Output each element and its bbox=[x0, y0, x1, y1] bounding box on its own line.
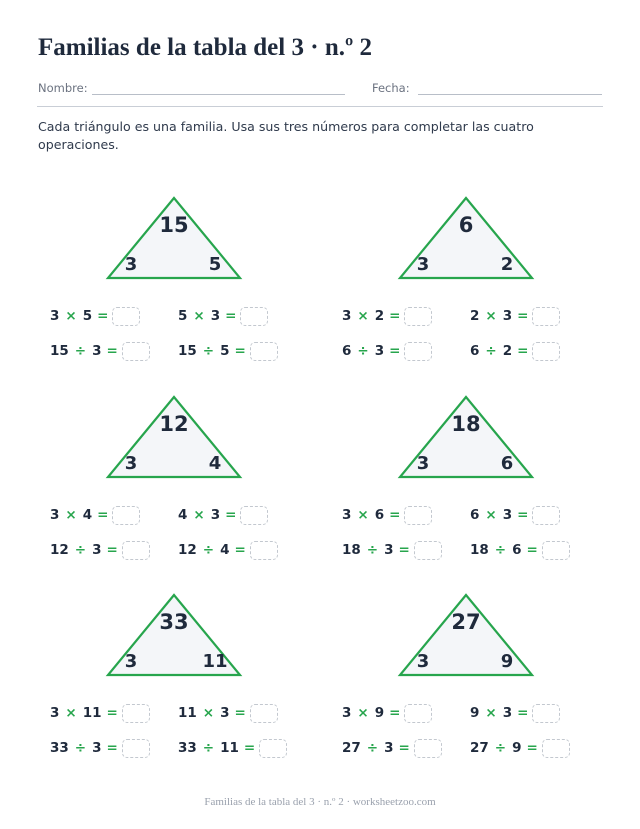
answer-box[interactable] bbox=[532, 704, 560, 723]
equals-sign: = bbox=[106, 542, 118, 558]
equation bbox=[470, 304, 560, 328]
operand-b: 11 bbox=[220, 740, 239, 756]
equation bbox=[470, 736, 570, 760]
operand-a: 6 bbox=[342, 343, 352, 359]
equation bbox=[470, 339, 560, 363]
operand-a: 11 bbox=[178, 705, 197, 721]
operand-a: 12 bbox=[178, 542, 197, 558]
operand-b: 3 bbox=[210, 308, 221, 324]
answer-box[interactable] bbox=[122, 541, 150, 560]
times-sign: × bbox=[357, 507, 369, 523]
answer-box[interactable] bbox=[404, 307, 432, 326]
equation bbox=[470, 503, 560, 527]
operand-b: 3 bbox=[502, 308, 513, 324]
equation bbox=[342, 503, 432, 527]
equation bbox=[50, 339, 150, 363]
operand-b: 6 bbox=[512, 542, 522, 558]
operand-b: 3 bbox=[92, 740, 102, 756]
triangle-right-number: 11 bbox=[202, 651, 228, 672]
triangle-right-number: 2 bbox=[500, 254, 514, 275]
divide-sign: ÷ bbox=[357, 343, 369, 359]
operand-a: 18 bbox=[470, 542, 489, 558]
times-sign: × bbox=[202, 705, 215, 721]
instructions: Cada triángulo es una familia. Usa sus tres números para completar las cuatro operaciones. bbox=[38, 119, 534, 152]
operand-a: 6 bbox=[470, 507, 480, 523]
page-title: Familias de la tabla del 3 · n.º 2 bbox=[38, 34, 372, 61]
times-sign: × bbox=[357, 308, 369, 324]
answer-box[interactable] bbox=[542, 541, 570, 560]
operand-b: 2 bbox=[502, 343, 513, 359]
family-triangle bbox=[330, 196, 620, 296]
equation bbox=[50, 701, 150, 725]
answer-box[interactable] bbox=[404, 342, 432, 361]
equation bbox=[342, 339, 432, 363]
fact-family bbox=[330, 395, 620, 585]
equals-sign: = bbox=[234, 343, 246, 359]
fact-family bbox=[38, 395, 328, 585]
operand-b: 3 bbox=[384, 542, 394, 558]
answer-box[interactable] bbox=[414, 541, 442, 560]
equals-sign: = bbox=[389, 308, 401, 324]
operand-b: 3 bbox=[374, 343, 385, 359]
triangle-top-number: 12 bbox=[159, 412, 189, 436]
fact-family bbox=[38, 593, 328, 783]
operand-a: 3 bbox=[342, 507, 352, 523]
equation bbox=[178, 736, 287, 760]
equation bbox=[50, 538, 150, 562]
triangle-top-number: 6 bbox=[458, 213, 474, 237]
equals-sign: = bbox=[526, 542, 538, 558]
operand-a: 5 bbox=[178, 308, 188, 324]
operand-a: 33 bbox=[178, 740, 197, 756]
times-sign: × bbox=[65, 308, 77, 324]
answer-box[interactable] bbox=[240, 506, 268, 525]
times-sign: × bbox=[485, 705, 497, 721]
operand-b: 9 bbox=[512, 740, 522, 756]
divide-sign: ÷ bbox=[494, 740, 507, 756]
times-sign: × bbox=[65, 705, 77, 721]
operand-b: 4 bbox=[220, 542, 230, 558]
equation bbox=[342, 701, 432, 725]
equals-sign: = bbox=[517, 507, 529, 523]
equation bbox=[178, 503, 268, 527]
triangle-left-number: 3 bbox=[416, 453, 430, 474]
triangle-right-number: 5 bbox=[208, 254, 222, 275]
divide-sign: ÷ bbox=[485, 343, 497, 359]
equals-sign: = bbox=[389, 705, 401, 721]
answer-box[interactable] bbox=[259, 739, 287, 758]
times-sign: × bbox=[193, 507, 205, 523]
fact-family bbox=[38, 196, 328, 386]
operand-b: 4 bbox=[82, 507, 93, 523]
operand-b: 3 bbox=[502, 705, 513, 721]
times-sign: × bbox=[485, 507, 497, 523]
equals-sign: = bbox=[225, 507, 237, 523]
operand-a: 6 bbox=[470, 343, 480, 359]
triangle-right-number: 6 bbox=[500, 453, 514, 474]
times-sign: × bbox=[357, 705, 369, 721]
operand-b: 5 bbox=[220, 343, 230, 359]
operand-a: 12 bbox=[50, 542, 69, 558]
equation bbox=[178, 701, 278, 725]
answer-box[interactable] bbox=[532, 342, 560, 361]
equals-sign: = bbox=[389, 343, 401, 359]
answer-box[interactable] bbox=[240, 307, 268, 326]
operand-b: 11 bbox=[82, 705, 102, 721]
equals-sign: = bbox=[398, 542, 410, 558]
answer-box[interactable] bbox=[122, 739, 150, 758]
divide-sign: ÷ bbox=[366, 740, 379, 756]
operand-a: 2 bbox=[470, 308, 480, 324]
triangle-left-number: 3 bbox=[124, 651, 138, 672]
operand-b: 3 bbox=[502, 507, 513, 523]
answer-box[interactable] bbox=[250, 541, 278, 560]
divide-sign: ÷ bbox=[366, 542, 379, 558]
divide-sign: ÷ bbox=[202, 542, 215, 558]
operand-b: 6 bbox=[374, 507, 385, 523]
operand-a: 3 bbox=[50, 507, 60, 523]
operand-a: 27 bbox=[342, 740, 361, 756]
equation bbox=[50, 304, 140, 328]
footer: Familias de la tabla del 3 · n.º 2 · worksheetzoo.com bbox=[204, 796, 436, 808]
answer-box[interactable] bbox=[122, 342, 150, 361]
answer-box[interactable] bbox=[532, 307, 560, 326]
name-label: Nombre: bbox=[38, 81, 88, 95]
family-triangle bbox=[38, 593, 328, 693]
triangle-left-number: 3 bbox=[124, 254, 138, 275]
family-triangle bbox=[330, 593, 620, 693]
triangle-left-number: 3 bbox=[416, 254, 430, 275]
equals-sign: = bbox=[517, 705, 529, 721]
times-sign: × bbox=[485, 308, 497, 324]
operand-b: 3 bbox=[92, 542, 102, 558]
operand-a: 4 bbox=[178, 507, 188, 523]
equation bbox=[342, 304, 432, 328]
equation bbox=[50, 736, 150, 760]
fact-family bbox=[330, 196, 620, 386]
operand-a: 3 bbox=[50, 308, 60, 324]
answer-box[interactable] bbox=[542, 739, 570, 758]
date-label: Fecha: bbox=[372, 81, 410, 95]
equation bbox=[342, 538, 442, 562]
divide-sign: ÷ bbox=[74, 343, 87, 359]
answer-box[interactable] bbox=[532, 506, 560, 525]
answer-box[interactable] bbox=[112, 307, 140, 326]
answer-box[interactable] bbox=[122, 704, 150, 723]
equals-sign: = bbox=[225, 308, 237, 324]
operand-b: 3 bbox=[210, 507, 221, 523]
times-sign: × bbox=[65, 507, 77, 523]
equals-sign: = bbox=[526, 740, 538, 756]
triangle-top-number: 18 bbox=[451, 412, 481, 436]
divide-sign: ÷ bbox=[202, 343, 215, 359]
triangle-top-number: 15 bbox=[159, 213, 189, 237]
answer-box[interactable] bbox=[404, 506, 432, 525]
triangle-top-number: 27 bbox=[451, 610, 481, 634]
operand-a: 27 bbox=[470, 740, 489, 756]
divide-sign: ÷ bbox=[202, 740, 215, 756]
operand-a: 33 bbox=[50, 740, 69, 756]
operand-b: 3 bbox=[220, 705, 230, 721]
equals-sign: = bbox=[398, 740, 410, 756]
operand-a: 3 bbox=[342, 705, 352, 721]
equals-sign: = bbox=[106, 740, 118, 756]
equals-sign: = bbox=[234, 542, 246, 558]
operand-b: 5 bbox=[82, 308, 93, 324]
answer-box[interactable] bbox=[250, 342, 278, 361]
equation bbox=[178, 304, 268, 328]
operand-a: 15 bbox=[178, 343, 197, 359]
family-triangle bbox=[38, 395, 328, 495]
operand-a: 9 bbox=[470, 705, 480, 721]
operand-a: 18 bbox=[342, 542, 361, 558]
header-divider bbox=[37, 106, 603, 107]
triangle-left-number: 3 bbox=[416, 651, 430, 672]
operand-a: 3 bbox=[50, 705, 60, 721]
operand-b: 2 bbox=[374, 308, 385, 324]
equals-sign: = bbox=[517, 308, 529, 324]
equation bbox=[50, 503, 140, 527]
equation bbox=[470, 538, 570, 562]
equation bbox=[470, 701, 560, 725]
equals-sign: = bbox=[517, 343, 529, 359]
family-triangle bbox=[330, 395, 620, 495]
equation bbox=[342, 736, 442, 760]
operand-a: 15 bbox=[50, 343, 69, 359]
times-sign: × bbox=[193, 308, 205, 324]
triangle-left-number: 3 bbox=[124, 453, 138, 474]
equation bbox=[178, 339, 278, 363]
divide-sign: ÷ bbox=[74, 740, 87, 756]
answer-box[interactable] bbox=[404, 704, 432, 723]
divide-sign: ÷ bbox=[74, 542, 87, 558]
equals-sign: = bbox=[97, 507, 109, 523]
equals-sign: = bbox=[389, 507, 401, 523]
family-triangle bbox=[38, 196, 328, 296]
operand-a: 3 bbox=[342, 308, 352, 324]
equals-sign: = bbox=[106, 705, 118, 721]
triangle-top-number: 33 bbox=[159, 610, 189, 634]
equals-sign: = bbox=[243, 740, 256, 756]
divide-sign: ÷ bbox=[494, 542, 507, 558]
operand-b: 3 bbox=[92, 343, 102, 359]
equals-sign: = bbox=[97, 308, 109, 324]
answer-box[interactable] bbox=[250, 704, 278, 723]
fact-family bbox=[330, 593, 620, 783]
date-field[interactable] bbox=[418, 94, 602, 95]
equals-sign: = bbox=[234, 705, 246, 721]
name-field[interactable] bbox=[92, 94, 345, 95]
triangle-right-number: 9 bbox=[500, 651, 514, 672]
operand-b: 9 bbox=[374, 705, 385, 721]
triangle-right-number: 4 bbox=[208, 453, 222, 474]
operand-b: 3 bbox=[384, 740, 394, 756]
equals-sign: = bbox=[106, 343, 118, 359]
equation bbox=[178, 538, 278, 562]
answer-box[interactable] bbox=[414, 739, 442, 758]
answer-box[interactable] bbox=[112, 506, 140, 525]
